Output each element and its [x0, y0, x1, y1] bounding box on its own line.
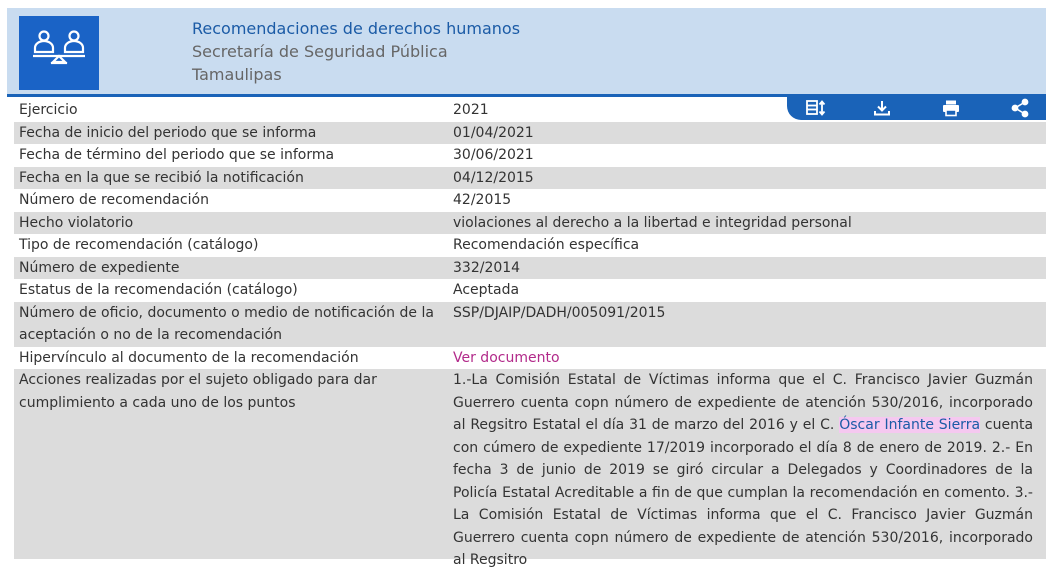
- table-row: [14, 369, 1046, 568]
- agency-name: Secretaría de Seguridad Pública: [192, 42, 448, 61]
- row-value: 30/06/2021: [453, 147, 534, 163]
- row-value: 332/2014: [453, 259, 521, 276]
- actions-text: [453, 369, 1033, 572]
- row-label: Número de recomendación: [19, 192, 209, 208]
- human-rights-logo: [19, 16, 99, 90]
- row-label: Fecha de término del periodo que se informa: [19, 147, 335, 163]
- table-row: [14, 99, 1046, 122]
- page-title: Recomendaciones de derechos humanos: [192, 19, 521, 38]
- scales-people-icon: [19, 16, 99, 90]
- state-name: Tamaulipas: [192, 65, 282, 84]
- actions-text-part: 1.-La Comisión Estatal de Víctimas informa que el C. Francisco Javier Guzmán Guerrero cuenta copn número de expediente de atención 530/2016, incorporado al Regsitro Estatal el día 31 de marzo del 2016 y el C.: [453, 372, 1033, 433]
- row-label: Hipervínculo al documento de la recomendación: [19, 349, 359, 366]
- row-value: Aceptada: [453, 282, 520, 298]
- row-label: Número de expediente: [19, 259, 180, 276]
- table-row: [14, 122, 1046, 145]
- recommendation-table: [14, 99, 1046, 568]
- table-row: [14, 347, 1046, 370]
- row-label: Hecho violatorio: [19, 214, 134, 231]
- table-row: [14, 302, 1046, 347]
- table-row: [14, 234, 1046, 257]
- table-row: [14, 144, 1046, 167]
- table-row: [14, 279, 1046, 302]
- page-header: [7, 8, 1046, 94]
- row-value: 01/04/2021: [453, 124, 534, 141]
- row-value: Recomendación específica: [453, 237, 640, 253]
- row-label: Tipo de recomendación (catálogo): [19, 237, 259, 253]
- row-label: Ejercicio: [19, 102, 78, 118]
- highlighted-name: Óscar Infante Sierra: [839, 417, 981, 433]
- row-value: SSP/DJAIP/DADH/005091/2015: [453, 304, 666, 321]
- row-value: 04/12/2015: [453, 169, 534, 186]
- row-value: 2021: [453, 102, 489, 118]
- actions-text-part: cuenta con cúmero de expediente 17/2019 incorporado el día 8 de enero de 2019. 2.- En fecha 3 de junio de 2019 se giró circular a Delegados y Coordinadores de la Policía Estatal Acreditable a fin de que cumplan la recomendación en comento. 3.-La Comisión Estatal de Víctimas informa que el C. Francisco Javier Guzmán Guerrero cuenta copn número de expediente de atención 530/2016, incorporado al Regsitro: [453, 417, 1034, 568]
- row-label: Acciones realizadas por el sujeto obligado para dar cumplimiento a cada uno de los puntos: [19, 372, 377, 411]
- table-row: [14, 189, 1046, 212]
- row-label: Fecha de inicio del periodo que se informa: [19, 124, 317, 141]
- row-label: Estatus de la recomendación (catálogo): [19, 282, 298, 298]
- table-row: [14, 212, 1046, 235]
- row-label: Número de oficio, documento o medio de notificación de la aceptación o no de la recomendación: [19, 304, 434, 343]
- table-row: [14, 167, 1046, 190]
- document-link[interactable]: Ver documento: [453, 349, 560, 366]
- row-value: 42/2015: [453, 192, 512, 208]
- table-row: [14, 257, 1046, 280]
- row-value: violaciones al derecho a la libertad e integridad personal: [453, 214, 852, 231]
- row-label: Fecha en la que se recibió la notificación: [19, 169, 304, 186]
